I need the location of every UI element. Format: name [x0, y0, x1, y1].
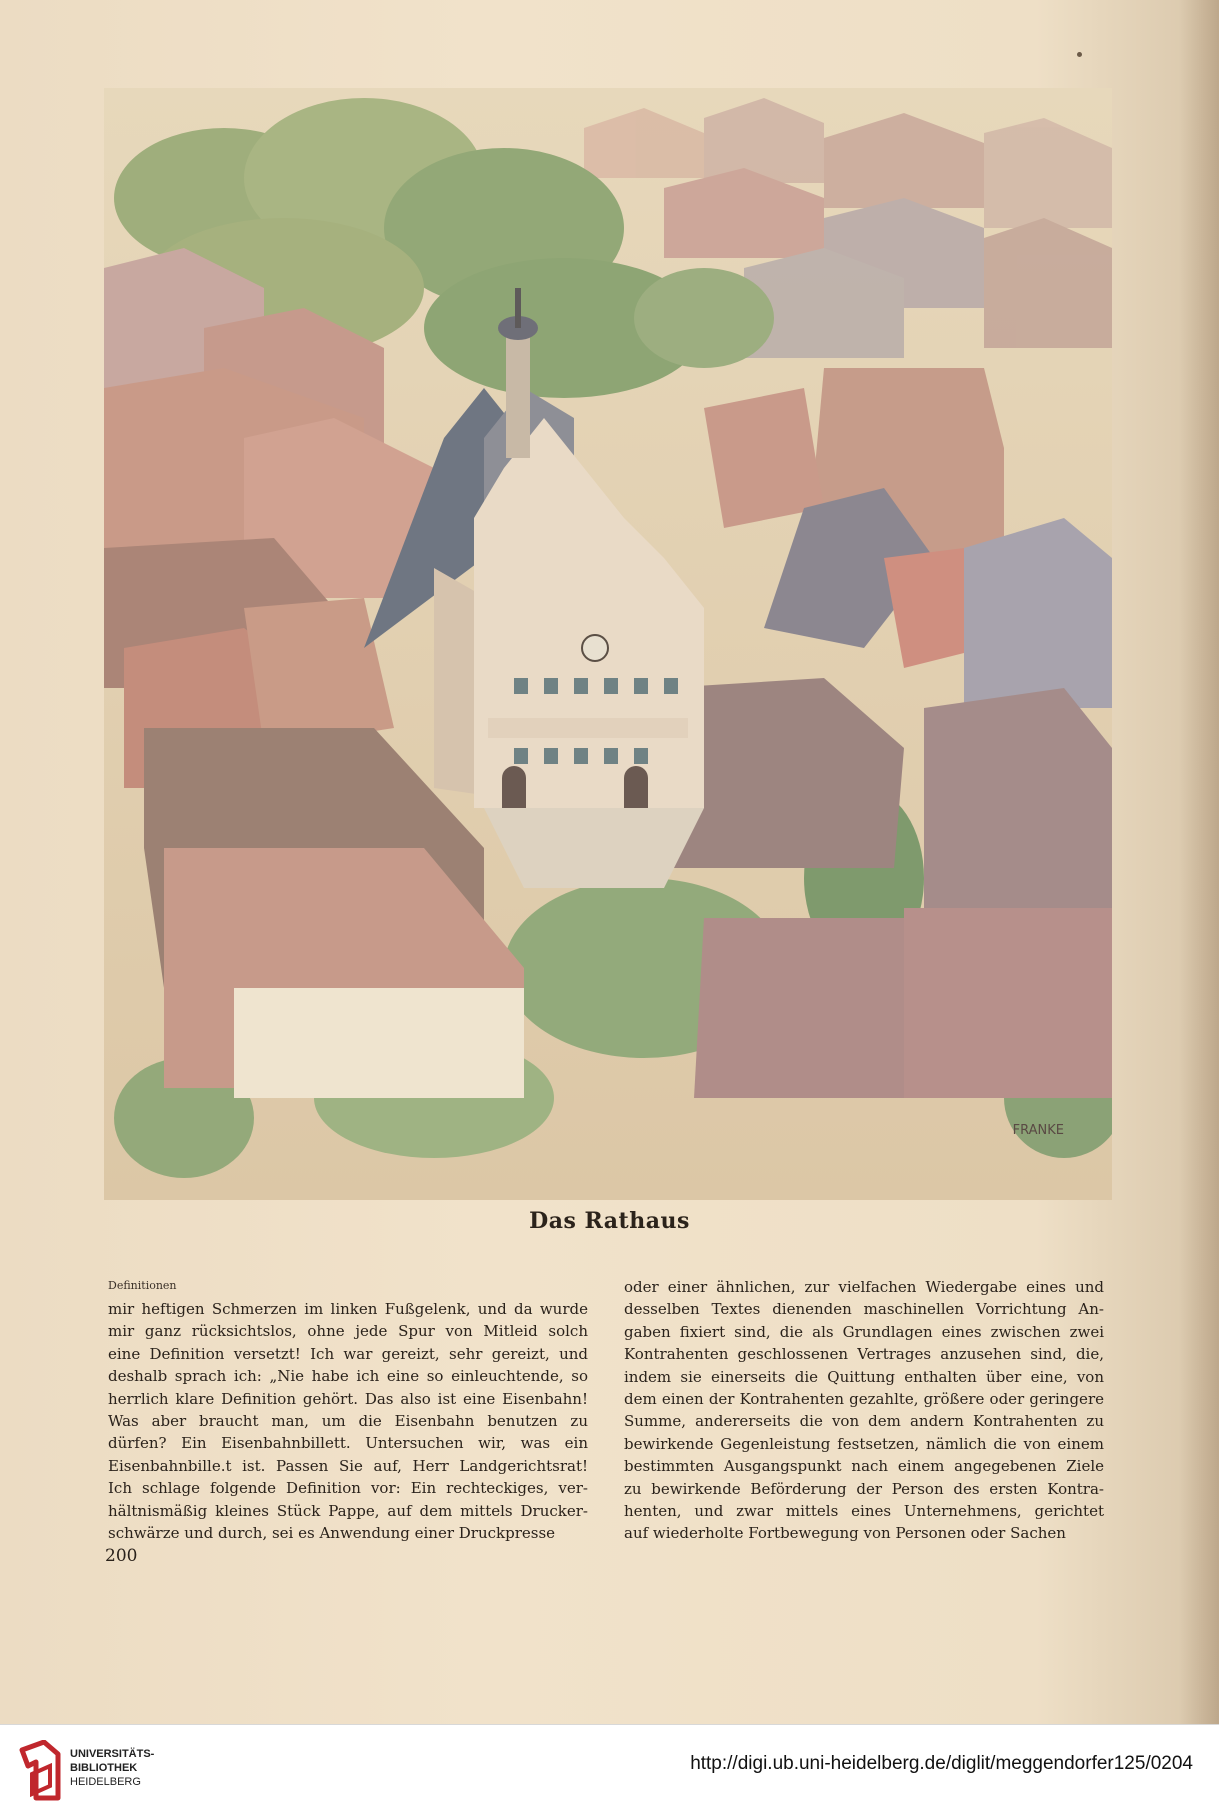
text-line: herrlich klare Definition gehört. Das also ist eine Eisenbahn! [108, 1389, 588, 1408]
library-footer [0, 1724, 1219, 1815]
text-line: Ich schlage folgende Definition vor: Ein rechteckiges, ver- [108, 1479, 588, 1498]
text-line: Eisenbahnbille.t ist. Passen Sie auf, Herr Landgerichtsrat! [108, 1456, 588, 1475]
library-name [70, 1747, 154, 1789]
text-line: zu bewirkende Beförderung der Person des ersten Kontra- [624, 1479, 1104, 1498]
text-line: oder einer ähnlichen, zur vielfachen Wiedergabe eines und [624, 1278, 1104, 1296]
text-line: Kontrahenten geschlossenen Vertrages anzusehen sind, die, [624, 1345, 1104, 1364]
page-number: 200 [105, 1546, 138, 1566]
text-line: Was aber braucht man, um die Eisenbahn benutzen zu [108, 1412, 588, 1431]
text-column-left [108, 1298, 588, 1544]
text-line: mir ganz rücksichtslos, ohne jede Spur von Mitleid solch [108, 1322, 588, 1341]
text-line: Summe, andererseits die von dem andern Kontrahenten zu [624, 1412, 1104, 1431]
text-line: eine Definition versetzt! Ich war gereizt, sehr gereizt, und [108, 1344, 588, 1363]
text-line: mir heftigen Schmerzen im linken Fußgelenk, und da wurde [108, 1300, 588, 1318]
artist-signature: FRANKE [1012, 1123, 1064, 1138]
page-edge-shadow [1179, 0, 1219, 1724]
library-name-line1: UNIVERSITÄTS- [70, 1748, 155, 1760]
permalink-url[interactable]: http://digi.ub.uni-heidelberg.de/diglit/meggendorfer125/0204 [690, 1753, 1193, 1774]
text-line: auf wiederholte Fortbewegung von Personen oder Sachen [624, 1524, 1066, 1543]
text-column-right [624, 1276, 1104, 1545]
running-head: Definitionen [108, 1279, 177, 1292]
text-line: hältnismäßig kleines Stück Pappe, auf dem mittels Drucker- [108, 1501, 588, 1520]
paper-speck [1077, 52, 1082, 57]
town-hall-drawing [104, 88, 1112, 1200]
text-line: dürfen? Ein Eisenbahnbillett. Untersuchen wir, was ein [108, 1434, 588, 1453]
illustration-caption: Das Rathaus [529, 1208, 690, 1234]
text-line: deshalb sprach ich: „Nie habe ich eine so einleuchtende, so [108, 1367, 588, 1386]
town-hall-illustration [104, 88, 1112, 1200]
text-line: schwärze und durch, sei es Anwendung einer Druckpresse [108, 1524, 556, 1543]
text-line: indem sie einerseits die Quittung enthalten über eine, von [624, 1367, 1104, 1386]
text-line: bestimmten Ausgangspunkt nach einem angegebenen Ziele [624, 1457, 1104, 1476]
text-line: bewirkende Gegenleistung festsetzen, nämlich die von einem [624, 1434, 1104, 1453]
text-line: dem einen der Kontrahenten gezahlte, größere oder geringere [624, 1390, 1104, 1409]
text-line: gaben fixiert sind, die als Grundlagen eines zwischen zwei [624, 1322, 1104, 1341]
library-name-line2: BIBLIOTHEK [70, 1762, 138, 1774]
text-line: henten, und zwar mittels eines Unternehmens, gerichtet [624, 1502, 1104, 1521]
library-logo-icon [18, 1740, 62, 1802]
text-line: desselben Textes dienenden maschinellen Vorrichtung An- [624, 1300, 1104, 1319]
library-name-line3: HEIDELBERG [70, 1776, 141, 1788]
